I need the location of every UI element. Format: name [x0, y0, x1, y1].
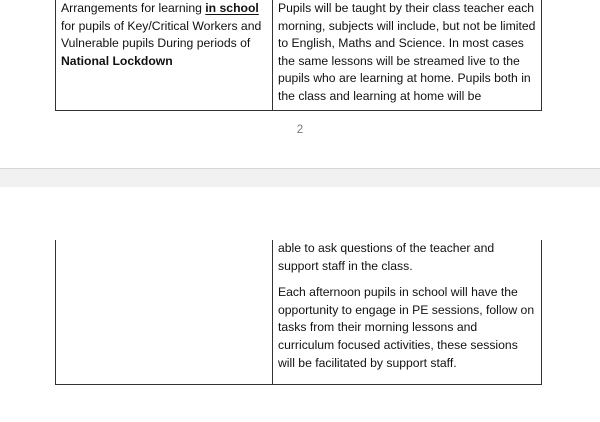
page-number: 2	[296, 124, 304, 136]
table-row	[56, 0, 542, 111]
description-paragraph: Each afternoon pupils in school will have the opportunity to engage in PE sessions, follow on tasks from their morning lessons and curriculum focused activities, these sessions will be facilitated by support staff.	[278, 285, 535, 370]
heading-text-start: Arrangements for learning	[61, 1, 206, 15]
arrangements-table-continued	[55, 240, 542, 385]
document-page	[0, 0, 600, 168]
table-cell-description-continued	[273, 240, 542, 385]
description-text: Pupils will be taught by their class teacher each morning, subjects will include, but not be limited to English, Maths and Science. In most cases the same lessons will be streamed live to the pupils who are learning at home. Pupils both in the class and learning at home will be	[278, 1, 536, 103]
arrangements-table	[55, 0, 542, 111]
table-cell-heading	[56, 0, 273, 111]
document-page	[0, 187, 600, 422]
table-cell-heading-empty	[56, 240, 273, 385]
heading-bold-tail: National Lockdown	[61, 53, 173, 68]
description-paragraph: able to ask questions of the teacher and support staff in the class.	[278, 241, 495, 273]
heading-emphasis: in school	[205, 1, 259, 15]
page-break	[0, 168, 600, 188]
table-cell-description	[273, 0, 542, 111]
table-row	[56, 240, 542, 385]
heading-text-middle: for pupils of Key/Critical Workers and Vulnerable pupils During periods of	[61, 18, 262, 51]
